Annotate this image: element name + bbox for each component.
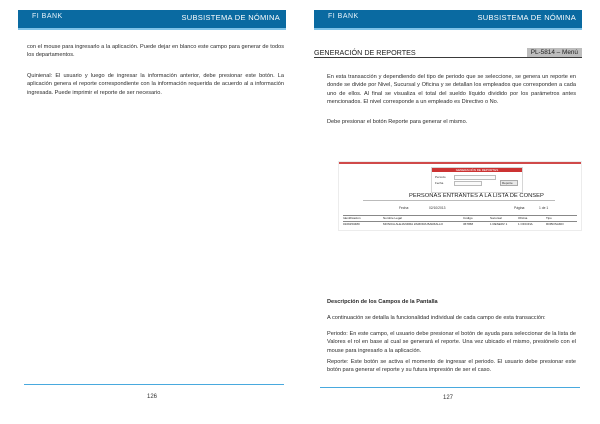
column-header: Identificación [343, 216, 361, 220]
table-row [343, 222, 577, 226]
section-header [314, 48, 582, 58]
table-cell: 0109153480 [343, 222, 360, 226]
description-intro: A continuación se detalla la funcionalidad individual de cada campo de esta transacción: [327, 315, 546, 321]
section-code-badge: PL-5814 – Menú [527, 48, 582, 57]
fecha-form-label: Fecha [435, 181, 444, 185]
header-banner [314, 10, 582, 30]
reporte-button-label: Reporte [502, 181, 513, 185]
left-page [18, 10, 286, 414]
pagina-label: Página: [514, 206, 526, 210]
header-banner [18, 10, 286, 30]
pagina-value: 1 de 1 [539, 206, 549, 210]
footer-rule [24, 384, 284, 385]
report-rule [363, 200, 555, 201]
report-screenshot [338, 161, 582, 231]
periodo-label: Período [435, 175, 446, 179]
table-cell: 1 OFICINA [518, 222, 533, 226]
description-heading: Descripción de los Campos de la Pantalla [327, 299, 438, 305]
system-title: SUBSISTEMA DE NÓMINA [181, 13, 280, 22]
page-number: 127 [442, 395, 453, 401]
right-page [314, 10, 582, 414]
form-title: GENERACIÓN DE REPORTES [432, 168, 522, 172]
instruction-paragraph: Debe presionar el botón Reporte para generar el mismo. [327, 119, 468, 125]
description-periodo: Periodo: En este campo, el usuario debe presionar el botón de ayuda para seleccionar de la lista de Valores el rol en base al cual se generará el reporte. Una vez ubicado el mismo, presiónelo con el mouse para ingresarlo a la aplicación. [327, 331, 576, 354]
column-header: Nombre Legal [383, 216, 402, 220]
description-reporte: Reporte: Este botón se activa el momento de ingresar el periodo. El usuario debe presionar este botón para generar el reporte y su futura impresión de ser el caso. [327, 359, 576, 374]
intro-paragraph: En esta transacción y dependiendo del tipo de periodo que se seleccione, se genera un reporte en donde se divide por Nivel, Sucursal y Oficina y se detallan los empleados que corresponden a cada uno de ellos. Al final se visualiza el total del sueldo líquido dividido por los parámetros antes mencionados. El nivel corresponde a un empleado es Directivo o No. [327, 74, 576, 105]
footer-rule [320, 387, 580, 388]
fecha-value: 02/10/2013 [429, 206, 446, 210]
system-title: SUBSISTEMA DE NÓMINA [477, 13, 576, 22]
fecha-label: Fecha: [399, 206, 410, 210]
report-table-header [343, 215, 577, 222]
table-cell: ROBOSAMO [546, 222, 564, 226]
bank-logo: FI BANK [32, 13, 63, 20]
page-number: 126 [146, 394, 157, 400]
report-title: PERSONAS ENTRANTES A LA LISTA DE CONSEP [409, 193, 544, 199]
periodo-input[interactable] [454, 175, 496, 180]
column-header: Tipo [546, 216, 552, 220]
table-cell: MONICA ALEJANDRA ZAMORA BARZALLO [383, 222, 444, 226]
table-cell: 1 RESERV 1 [490, 222, 508, 226]
column-header: Sucursal [490, 216, 502, 220]
bank-logo: FI BANK [328, 13, 359, 20]
paragraph-continuation: con el mouse para ingresarlo a la aplicación. Puede dejar en blanco este campo para generar de todos los departamentos. [27, 44, 284, 59]
column-header: Oficina [518, 216, 528, 220]
paragraph-quinienal: Quinienal: El usuario y luego de ingresar la información anterior, debe presionar este botón. La aplicación genera el reporte correspondiente con la información requerida de acuerdo al a información ingresada. Puede imprimir el reporte de ser necesario. [27, 73, 284, 96]
report-form [431, 167, 523, 193]
table-cell: 367958 [463, 222, 474, 226]
column-header: Código [463, 216, 473, 220]
app-topbar [339, 162, 581, 164]
section-title: GENERACIÓN DE REPORTES [314, 48, 416, 57]
fecha-input[interactable] [454, 181, 482, 186]
